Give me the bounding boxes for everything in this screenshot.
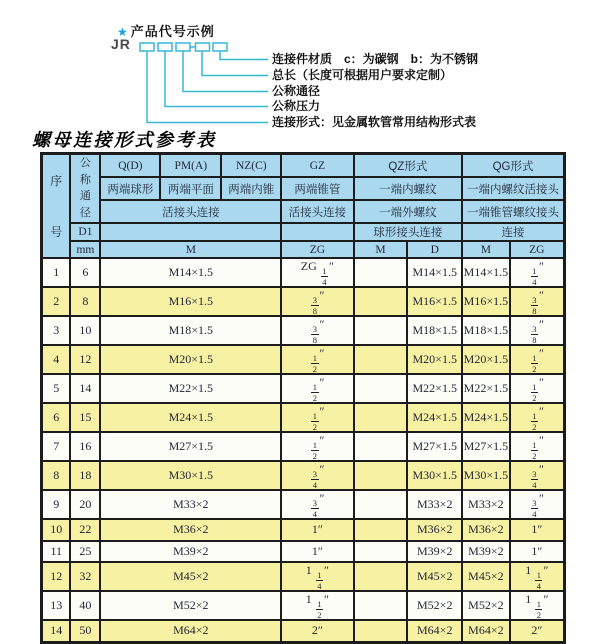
cell-qg_zg: $\frac{1}{4}$ ″ [510,258,565,287]
table-row [42,345,565,374]
header-unit-qz-d: D [407,241,462,258]
table-row [42,490,565,519]
cell-qz_d: M20×1.5 [407,345,462,374]
cell-qg_zg: $\frac{3}{8}$ ″ [510,287,565,316]
cell-gz_zg: $\frac{3}{4}$ ″ [281,490,353,519]
header-empty-qpn [100,223,281,241]
cell-m: M27×1.5 [100,432,281,461]
cell-qg_m: M39×2 [462,541,510,563]
cell-m: M64×2 [100,620,281,642]
cell-dn: 50 [70,620,100,642]
cell-gz_zg: $\frac{3}{8}$ ″ [281,316,353,345]
cell-no: 8 [42,461,71,490]
cell-dn: 15 [70,403,100,432]
cell-m: M14×1.5 [100,258,281,287]
cell-m: M16×1.5 [100,287,281,316]
label-connection: 连接形式：见金属软管常用结构形式表 [272,115,477,129]
cell-no: 10 [42,519,71,541]
cell-dn: 12 [70,345,100,374]
cell-qg_zg: $\frac{3}{8}$ ″ [510,316,565,345]
cell-qg_zg: $\frac{1}{2}$ ″ [510,374,565,403]
cell-qg_m: M14×1.5 [462,258,510,287]
header-code-q: Q(D) [100,154,160,178]
cell-no: 2 [42,287,71,316]
cell-qz_m [354,403,408,432]
header-union-qpn: 活接头连接 [100,200,281,223]
diagram-title [117,21,215,40]
cell-qz_d: M24×1.5 [407,403,462,432]
cell-qz_d: M30×1.5 [407,461,462,490]
header-ball-joint-qz: 球形接头连接 [354,223,463,241]
cell-gz_zg: $\frac{1}{2}$ ″ [281,432,353,461]
table-row [42,562,565,591]
header-connect-qg: 连接 [462,223,564,241]
cell-qz_d: M18×1.5 [407,316,462,345]
cell-qg_zg: $\frac{3}{4}$ ″ [510,490,565,519]
table-title: 螺母连接形式参考表 [32,130,217,150]
table-row [42,258,565,287]
header-taper-joint-qg: 一端锥管螺纹接头 [462,200,564,223]
table-body [42,258,565,642]
cell-no: 12 [42,562,71,591]
cell-qg_zg: 1″ [510,519,565,541]
cell-qz_m [354,591,408,620]
table-row [42,519,565,541]
cell-qg_zg: $\frac{1}{2}$ ″ [510,403,565,432]
header-code-gz: GZ [281,154,353,178]
header-ends-qg: 一端内螺纹活接头 [462,177,564,200]
header-ext-thread-qz: 一端外螺纹 [354,200,463,223]
cell-qz_m [354,541,408,563]
cell-dn: 8 [70,287,100,316]
cell-no: 9 [42,490,71,519]
label-length: 总长（长度可根据用户要求定制） [272,68,453,82]
cell-qg_zg: $\frac{3}{4}$ ″ [510,461,565,490]
header-empty-gz [281,223,353,241]
header-unit-qg-m: M [462,241,510,258]
table-row [42,620,565,642]
cell-no: 5 [42,374,71,403]
star-icon: ★ [117,25,129,39]
cell-qz_m [354,461,408,490]
cell-m: M52×2 [100,591,281,620]
cell-m: M20×1.5 [100,345,281,374]
cell-qg_zg: 1″ [510,541,565,563]
nut-connection-table [40,152,566,644]
cell-qg_m: M36×2 [462,519,510,541]
cell-qz_d: M27×1.5 [407,432,462,461]
cell-no: 11 [42,541,71,563]
cell-dn: 10 [70,316,100,345]
cell-no: 7 [42,432,71,461]
cell-qz_d: M22×1.5 [407,374,462,403]
cell-gz_zg: ZG $\frac{1}{4}$ ″ [281,258,353,287]
table-row [42,403,565,432]
cell-qg_m: M33×2 [462,490,510,519]
cell-qz_m [354,345,408,374]
table-row [42,541,565,563]
cell-qg_m: M16×1.5 [462,287,510,316]
cell-gz_zg: $\frac{1}{2}$ ″ [281,403,353,432]
cell-qz_m [354,562,408,591]
header-unit-qz-m: M [354,241,408,258]
table-row [42,316,565,345]
cell-qz_m [354,519,408,541]
cell-qg_m: M24×1.5 [462,403,510,432]
header-d1: D1 [70,223,100,241]
cell-qg_m: M30×1.5 [462,461,510,490]
header-mm: mm [70,241,100,258]
cell-qg_zg: $\frac{1}{2}$ ″ [510,432,565,461]
cell-qg_m: M52×2 [462,591,510,620]
cell-m: M33×2 [100,490,281,519]
label-diameter: 公称通径 [272,84,321,98]
cell-m: M30×1.5 [100,461,281,490]
cell-m: M39×2 [100,541,281,563]
cell-qz_m [354,432,408,461]
cell-dn: 14 [70,374,100,403]
cell-no: 6 [42,403,71,432]
header-code-pm: PM(A) [160,154,221,178]
cell-qz_d: M16×1.5 [407,287,462,316]
cell-qg_m: M45×2 [462,562,510,591]
cell-gz_zg: 1 $\frac{1}{2}$ ″ [281,591,353,620]
header-code-nz: NZ(C) [221,154,281,178]
cell-qz_m [354,258,408,287]
label-pressure: 公称压力 [272,99,321,113]
cell-gz_zg: 1″ [281,519,353,541]
cell-no: 4 [42,345,71,374]
label-material: 连接件材质 c：为碳钢 b：为不锈钢 [272,52,479,66]
cell-dn: 25 [70,541,100,563]
code-prefix: JR [111,36,131,52]
cell-qz_d: M14×1.5 [407,258,462,287]
table-row [42,287,565,316]
cell-gz_zg: $\frac{1}{2}$ ″ [281,374,353,403]
cell-dn: 20 [70,490,100,519]
cell-qg_m: M20×1.5 [462,345,510,374]
header-unit-qg-zg: ZG [510,241,565,258]
header-dn: 公 称 通 径 [70,154,100,224]
cell-gz_zg: $\frac{3}{4}$ ″ [281,461,353,490]
table-row [42,432,565,461]
cell-qz_d: M36×2 [407,519,462,541]
cell-gz_zg: $\frac{1}{2}$ ″ [281,345,353,374]
cell-dn: 18 [70,461,100,490]
table-header [42,154,565,259]
cell-qz_m [354,287,408,316]
cell-qz_m [354,374,408,403]
cell-no: 3 [42,316,71,345]
table-row [42,591,565,620]
header-ends-pm: 两端平面 [160,177,221,200]
table-row [42,374,565,403]
cell-qz_d: M39×2 [407,541,462,563]
header-unit-gz-zg: ZG [281,241,353,258]
header-seq: 序 号 [42,154,71,259]
header-ends-q: 两端球形 [100,177,160,200]
cell-m: M22×1.5 [100,374,281,403]
cell-gz_zg: $\frac{3}{8}$ ″ [281,287,353,316]
cell-qg_m: M22×1.5 [462,374,510,403]
header-ends-qz: 一端内螺纹 [354,177,463,200]
cell-dn: 6 [70,258,100,287]
cell-qz_m [354,316,408,345]
cell-qg_zg: 1 $\frac{1}{4}$ ″ [510,562,565,591]
cell-gz_zg: 1″ [281,541,353,563]
cell-gz_zg: 2″ [281,620,353,642]
cell-qz_m [354,490,408,519]
cell-qg_zg: 2″ [510,620,565,642]
cell-dn: 16 [70,432,100,461]
cell-qz_d: M33×2 [407,490,462,519]
cell-qg_m: M64×2 [462,620,510,642]
cell-m: M18×1.5 [100,316,281,345]
cell-qz_d: M45×2 [407,562,462,591]
cell-qg_zg: 1 $\frac{1}{2}$ ″ [510,591,565,620]
cell-qg_m: M18×1.5 [462,316,510,345]
cell-no: 13 [42,591,71,620]
header-unit-m: M [100,241,281,258]
cell-qz_d: M64×2 [407,620,462,642]
cell-qg_m: M27×1.5 [462,432,510,461]
header-code-qg: QG形式 [462,154,564,178]
header-ends-gz: 两端锥管 [281,177,353,200]
cell-m: M24×1.5 [100,403,281,432]
cell-no: 14 [42,620,71,642]
cell-qz_m [354,620,408,642]
header-ends-nz: 两端内锥 [221,177,281,200]
cell-dn: 40 [70,591,100,620]
cell-gz_zg: 1 $\frac{1}{4}$ ″ [281,562,353,591]
cell-no: 1 [42,258,71,287]
diagram-title-text: 产品代号示例 [130,24,215,39]
cell-qg_zg: $\frac{1}{2}$ ″ [510,345,565,374]
cell-m: M36×2 [100,519,281,541]
cell-dn: 22 [70,519,100,541]
table-row [42,461,565,490]
header-code-qz: QZ形式 [354,154,463,178]
header-union-gz: 活接头连接 [281,200,353,223]
cell-dn: 32 [70,562,100,591]
cell-qz_d: M52×2 [407,591,462,620]
cell-m: M45×2 [100,562,281,591]
